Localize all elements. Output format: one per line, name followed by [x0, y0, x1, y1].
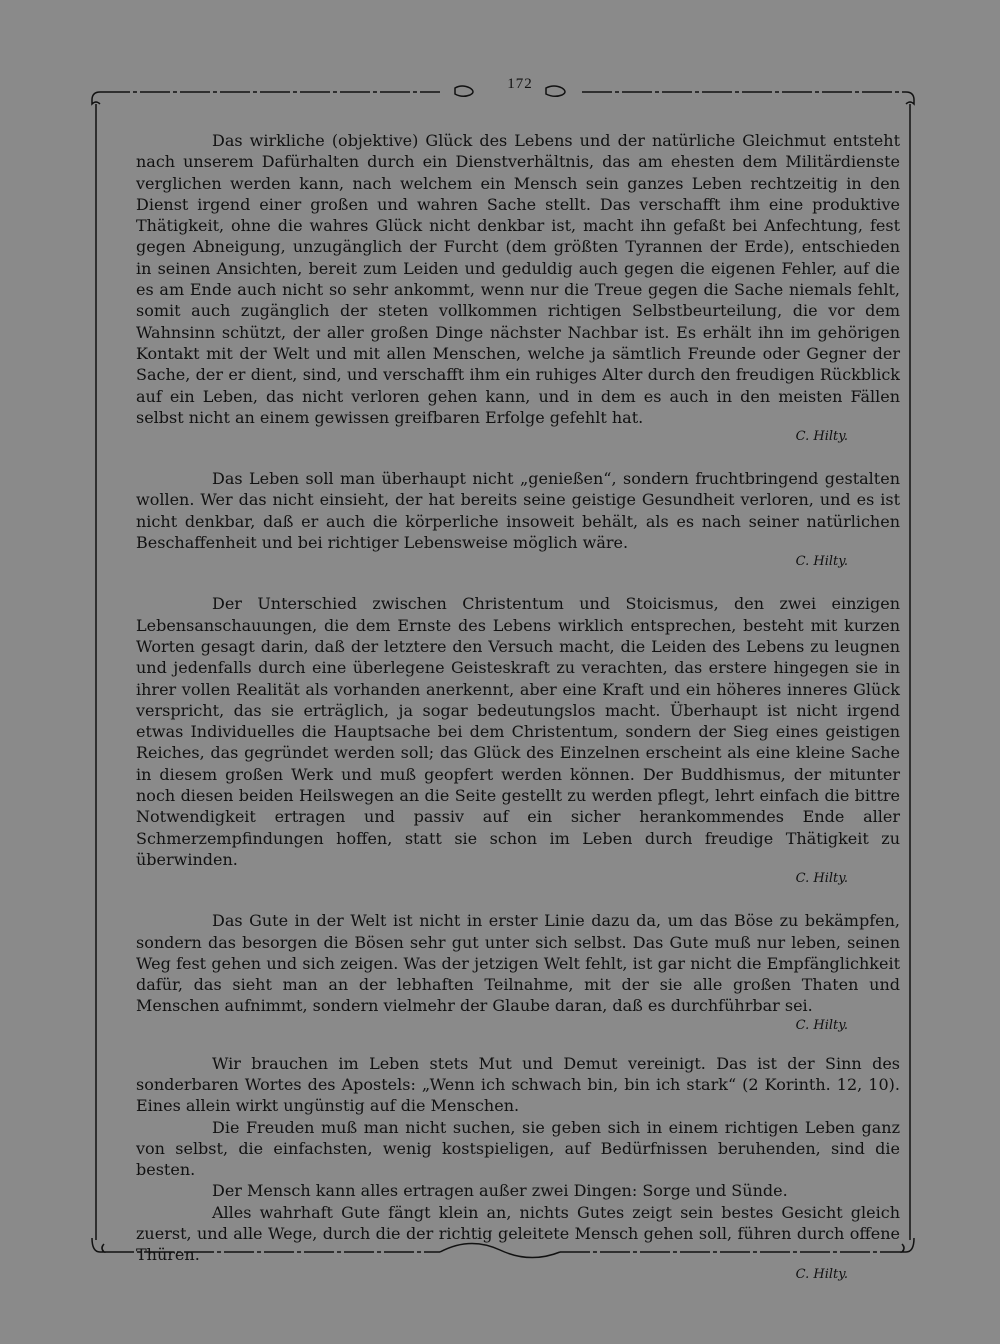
paragraph-the-good: Das Gute in der Welt ist nicht in erster Linie dazu da, um das Böse zu bekämpfen, sondern das besorgen die Bösen sehr gut unter sich selbst. Das Gute muß nur leben, seinen Weg fest gehen und sich zeigen. Was der jetzigen Welt fehlt, ist gar nicht die Empfänglichkeit dafür, das sieht man an der lebhaften Teilnahme, mit der sie alle großen Thaten und Menschen aufnimmt, sondern vielmehr der Glaube daran, daß es durchführbar sei. [136, 911, 900, 1016]
author-signature: C. Hilty. [795, 871, 848, 887]
paragraph-christianity-stoicism: Der Unterschied zwischen Christentum und Stoicismus, den zwei einzigen Lebensanschauungen, die dem Ernste des Lebens wirklich entsprechen, besteht mit kurzen Worten gesagt darin, daß der letztere den Versuch macht, die Leiden des Lebens zu leugnen und jedenfalls durch eine überlegene Geisteskraft zu verachten, das erstere hingegen sie in ihrer vollen Realität als vorhanden anerkennt, aber eine Kraft und ein höheres inneres Glück verspricht, das sie erträglich, ja sogar bedeutungslos macht. Überhaupt ist nicht irgend etwas Individuelles die Hauptsache bei dem Christentum, sondern der Sieg eines geistigen Reiches, das gegründet werden soll; das Glück des Einzelnen erscheint als eine kleine Sache in diesem großen Werk und muß geopfert werden können. Der Buddhismus, der mitunter noch diesen beiden Heilswegen an die Seite gestellt zu werden pflegt, lehrt einfach die bittre Notwendigkeit ertragen und passiv auf ein sicher herankommendes Ende aller Schmerzempfindungen hoffen, statt sie schon im Leben durch freudige Thätigkeit zu überwinden. [136, 594, 900, 869]
paragraph-courage-humility: Wir brauchen im Leben stets Mut und Demut vereinigt. Das ist der Sinn des sonderbaren Wortes des Apostels: „Wenn ich schwach bin, bin ich stark“ (2 Korinth. 12, 10). Eines allein wirkt ungünstig auf die Menschen. [136, 1053, 900, 1116]
author-signature: C. Hilty. [795, 429, 848, 445]
paragraph-life-fruitful: Das Leben soll man überhaupt nicht „genießen“, sondern fruchtbringend gestalten wollen. Wer das nicht einsieht, der hat bereits seine geistige Gesundheit verloren, und es ist nicht denkbar, daß er auch die körperliche insoweit behält, als es nach seiner natürlichen Beschaffenheit und bei richtiger Lebensweise möglich wäre. [136, 469, 900, 553]
page-number: 172 [507, 76, 533, 92]
section-spacer [136, 1035, 900, 1053]
author-signature: C. Hilty. [795, 554, 848, 570]
author-signature: C. Hilty. [795, 1017, 848, 1033]
paragraph-care-and-sin: Der Mensch kann alles ertragen außer zwei Dingen: Sorge und Sünde. [212, 1181, 788, 1201]
paragraph-joys: Die Freuden muß man nicht suchen, sie geben sich in einem richtigen Leben ganz von selbst, die einfachsten, wenig kostspieligen, auf Bedürfnissen beruhenden, sind die besten. [136, 1117, 900, 1180]
author-signature: C. Hilty. [795, 1266, 848, 1282]
section-spacer [136, 888, 900, 910]
section-spacer [136, 446, 900, 468]
page-body [136, 130, 900, 1284]
section-spacer [136, 571, 900, 593]
paragraph-good-starts-small: Alles wahrhaft Gute fängt klein an, nichts Gutes zeigt sein bestes Gesicht gleich zuerst, und alle Wege, durch die der richtig geleitete Mensch gehen soll, führen durch offene Thüren. [136, 1202, 900, 1265]
paragraph-objective-happiness: Das wirkliche (objektive) Glück des Lebens und der natürliche Gleichmut entsteht nach unserem Dafürhalten durch ein Dienstverhältnis, das am ehesten dem Militärdienste verglichen werden kann, nach welchem ein Mensch sein ganzes Leben rechtzeitig in den Dienst irgend einer großen und wahren Sache stellt. Das verschafft ihm eine produktive Thätigkeit, ohne die wahres Glück nicht denkbar ist, macht ihn gefaßt bei Anfechtung, fest gegen Abneigung, unzugänglich der Furcht (dem größten Tyrannen der Erde), entschieden in seinen Ansichten, bereit zum Leiden und geduldig auch gegen die eigenen Fehler, auf die es am Ende auch nicht so sehr ankommt, wenn nur die Treue gegen die Sache niemals fehlt, somit auch zugänglich der steten vollkommen richtigen Selbstbeurteilung, die vor dem Wahnsinn schützt, der aller großen Dinge nächster Nachbar ist. Es erhält ihn im gehörigen Kontakt mit der Welt und mit allen Menschen, welche ja sämtlich Freunde oder Gegner der Sache, der er dient, sind, und verschafft ihm ein ruhiges Alter durch den freudigen Rückblick auf ein Leben, das nicht verloren gehen kann, und in dem es auch in den meisten Fällen selbst nicht an einem gewissen greifbaren Erfolge gefehlt hat. [136, 131, 900, 427]
